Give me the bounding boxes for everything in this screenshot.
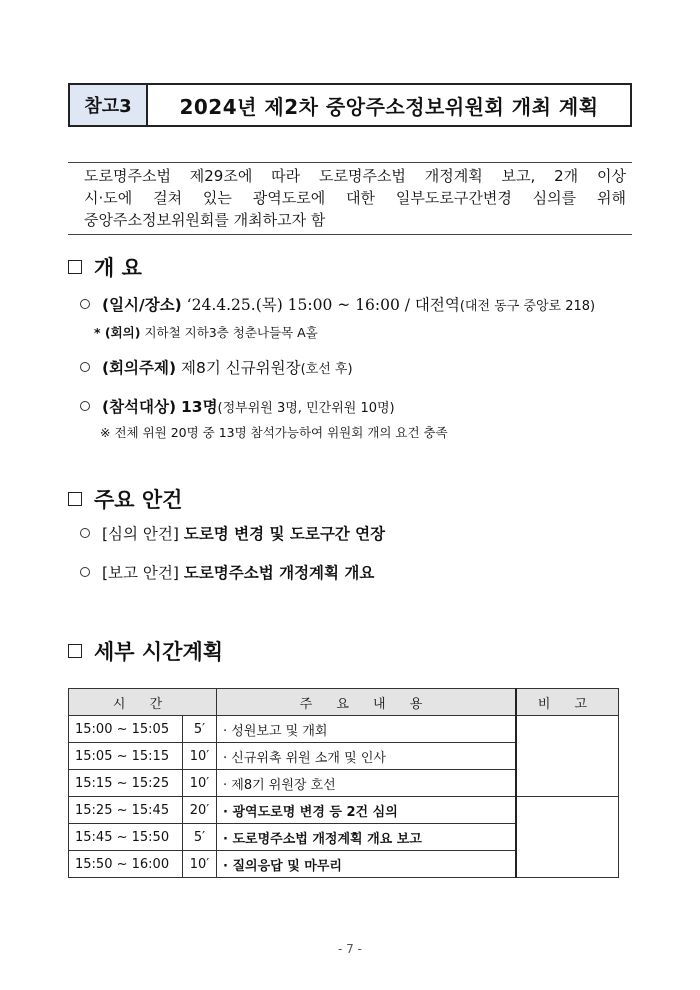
note-label: * (회의): [94, 325, 141, 340]
item-cell: · 신규위촉 위원 소개 및 인사: [217, 743, 516, 770]
when-label: (일시/장소): [102, 296, 182, 314]
overview-attendees-row: [80, 395, 395, 417]
attendees-note: [100, 423, 448, 441]
overview-when-row: [80, 293, 595, 315]
overview-topic-row: [80, 356, 353, 378]
time-cell: 15:05 ~ 15:15: [69, 743, 183, 770]
section-heading-schedule: [68, 636, 223, 666]
summary-line: 시·도에 걸쳐 있는 광역도로에 대한 일부도로구간변경 심의를 위해: [84, 189, 626, 207]
header-remarks: 비 고: [516, 689, 619, 716]
remarks-cell: [516, 716, 619, 797]
table-row: [69, 797, 619, 824]
agenda-text: 도로명주소법 개정계획 개요: [183, 564, 375, 582]
item-cell: · 제8기 위원장 호선: [217, 770, 516, 797]
agenda-tag: [심의 안건]: [102, 525, 179, 543]
duration-cell: 10′: [183, 851, 217, 878]
time-cell: 15:25 ~ 15:45: [69, 797, 183, 824]
section-heading-overview: [68, 252, 142, 282]
header-content: 주 요 내 용: [217, 689, 516, 716]
duration-cell: 10′: [183, 770, 217, 797]
when-value: ‘24.4.25.(목) 15:00 ~ 16:00 / 대전역: [186, 296, 460, 314]
agenda-text: 도로명 변경 및 도로구간 연장: [183, 525, 386, 543]
attendees-label: (참석대상): [102, 398, 177, 416]
document-title: 2024년 제2차 중앙주소정보위원회 개최 계획: [179, 94, 599, 119]
meeting-place-note: [94, 323, 318, 341]
time-cell: 15:50 ~ 16:00: [69, 851, 183, 878]
agenda-tag: [보고 안건]: [102, 564, 179, 582]
circle-bullet-icon: [80, 567, 90, 577]
circle-bullet-icon: [80, 299, 90, 309]
duration-cell: 5′: [183, 824, 217, 851]
time-cell: 15:15 ~ 15:25: [69, 770, 183, 797]
time-cell: 15:45 ~ 15:50: [69, 824, 183, 851]
attendees-note-text: ※ 전체 위원 20명 중 13명 참석가능하여 위원회 개의 요건 충족: [100, 425, 448, 440]
summary-line: 중앙주소정보위원회를 개최하고자 함: [84, 211, 326, 229]
duration-cell: 10′: [183, 743, 217, 770]
circle-bullet-icon: [80, 401, 90, 411]
summary-line: 도로명주소법 제29조에 따라 도로명주소법 개정계획 보고, 2개 이상: [84, 167, 626, 185]
table-row: [69, 716, 619, 743]
item-cell: · 광역도로명 변경 등 2건 심의: [217, 797, 516, 824]
attendees-detail: (정부위원 3명, 민간위원 10명): [217, 401, 395, 416]
topic-detail: (호선 후): [300, 362, 353, 377]
item-cell: · 질의응답 및 마무리: [217, 851, 516, 878]
section-title: 개 요: [94, 256, 142, 280]
section-title: 세부 시간계획: [94, 640, 224, 664]
remarks-cell: [516, 797, 619, 878]
section-heading-agenda: [68, 484, 182, 514]
place-detail: (대전 동구 중앙로 218): [459, 299, 596, 314]
page-number: - 7 -: [338, 942, 362, 956]
document-title-box: [68, 83, 632, 127]
time-cell: 15:00 ~ 15:05: [69, 716, 183, 743]
section-title: 주요 안건: [94, 488, 183, 512]
note-value: 지하철 지하3층 청춘나들목 A홀: [144, 325, 318, 340]
table-header-row: [69, 689, 619, 716]
duration-cell: 20′: [183, 797, 217, 824]
summary-box: [68, 162, 632, 235]
topic-value: 제8기 신규위원장: [181, 359, 301, 377]
header-time: 시 간: [69, 689, 217, 716]
checkbox-square-icon: [68, 260, 82, 274]
circle-bullet-icon: [80, 362, 90, 372]
checkbox-square-icon: [68, 644, 82, 658]
agenda-item: [80, 561, 374, 583]
item-cell: · 성원보고 및 개회: [217, 716, 516, 743]
agenda-item: [80, 522, 385, 544]
checkbox-square-icon: [68, 492, 82, 506]
topic-label: (회의주제): [102, 359, 177, 377]
circle-bullet-icon: [80, 528, 90, 538]
attendees-value: 13명: [181, 398, 218, 416]
title-tag: 참고3: [70, 85, 148, 125]
schedule-table: [68, 688, 619, 878]
item-cell: · 도로명주소법 개정계획 개요 보고: [217, 824, 516, 851]
duration-cell: 5′: [183, 716, 217, 743]
